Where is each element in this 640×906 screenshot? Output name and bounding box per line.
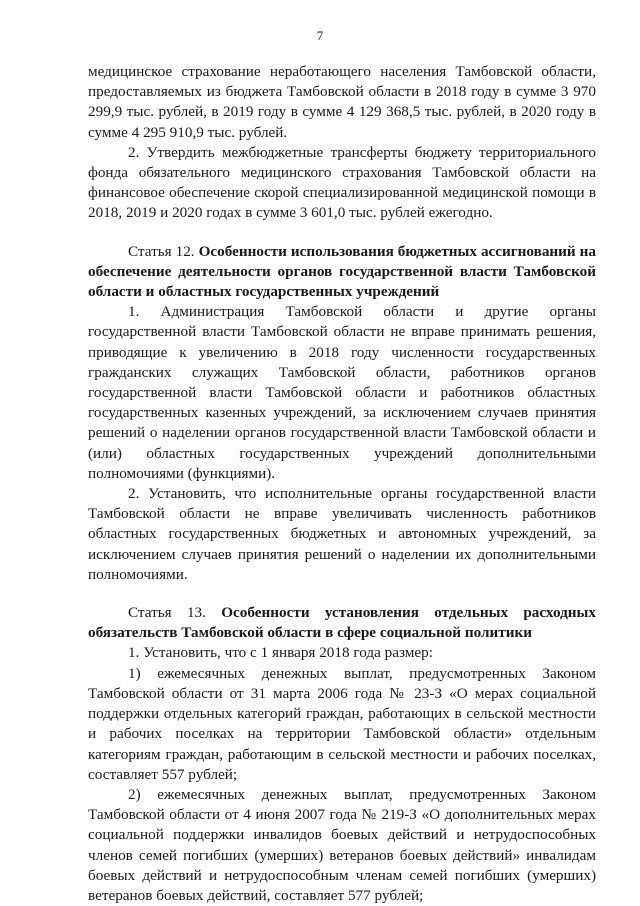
article-12-title: Особенности использования бюджетных ассигнований на обеспечение деятельности органов государственной власти Тамбовской области и областных государственных учреждений [88, 242, 596, 301]
paragraph-continuation: медицинское страхование неработающего населения Тамбовской области, предоставляемых из бюджета Тамбовской области в 2018 году в сумме 3 970 299,9 тыс. рублей, в 2019 году в сумме 4 129 368,5 тыс. рублей, в 2020 году в сумме 4 295 910,9 тыс. рублей. [88, 63, 596, 141]
article-13-item-1: 1) ежемесячных денежных выплат, предусмотренных Законом Тамбовской области от 31 марта 2006 года № 23-З «О мерах социальной поддержки отдельных категорий граждан, работающих в сельской местности и рабочих поселках на территории Тамбовской области» отдельным категориям граждан, работающим в сельской местности и рабочих поселках, составляет 557 рублей; [88, 664, 596, 783]
article-12-paragraph-1: 1. Администрация Тамбовской области и другие органы государственной власти Тамбовской области не вправе принимать решения, приводящие к увеличению в 2018 году численности государственных гражданских служащих Тамбовской области, работников органов государственной власти Тамбовской области и работников областных государственных казенных учреждений, за исключением случаев принятия решений о наделении органов государственной власти Тамбовской области и (или) областных государственных учреждений дополнительными полномочиями (функциями). [88, 303, 596, 482]
article-13-item-2: 2) ежемесячных денежных выплат, предусмотренных Законом Тамбовской области от 4 июня 2007 года № 219-З «О дополнительных мерах социальной поддержки инвалидов боевых действий и нетрудоспособных членов семей погибших (умерших) ветеранов боевых действий» инвалидам боевых действий и нетрудоспособным членам семей погибших (умерших) ветеранов боевых действий, составляет 577 рублей; [88, 785, 596, 904]
article-12-paragraph-2: 2. Установить, что исполнительные органы государственной власти Тамбовской области не вправе увеличивать численность работников областных государственных бюджетных и автономных учреждений, за исключением случаев принятия решений о наделении их дополнительными полномочиями. [88, 485, 596, 583]
article-13-paragraph-1: 1. Установить, что с 1 января 2018 года размер: [128, 644, 433, 662]
page-number: 7 [316, 28, 324, 43]
article-13-label: Статья 13. [128, 604, 222, 622]
paragraph-2: 2. Утвердить межбюджетные трансферты бюджету территориального фонда обязательного медицинского страхования Тамбовской области на финансовое обеспечение скорой специализированной медицинской помощи в 2018, 2019 и 2020 годах в сумме 3 601,0 тыс. рублей ежегодно. [88, 143, 596, 222]
article-13-heading [88, 603, 596, 643]
article-12-heading [88, 242, 596, 303]
article-12-label: Статья 12. [128, 242, 199, 260]
article-13-title: Особенности установления отдельных расходных обязательств Тамбовской области в сфере социальной политики [88, 604, 596, 642]
document-body [88, 62, 596, 906]
